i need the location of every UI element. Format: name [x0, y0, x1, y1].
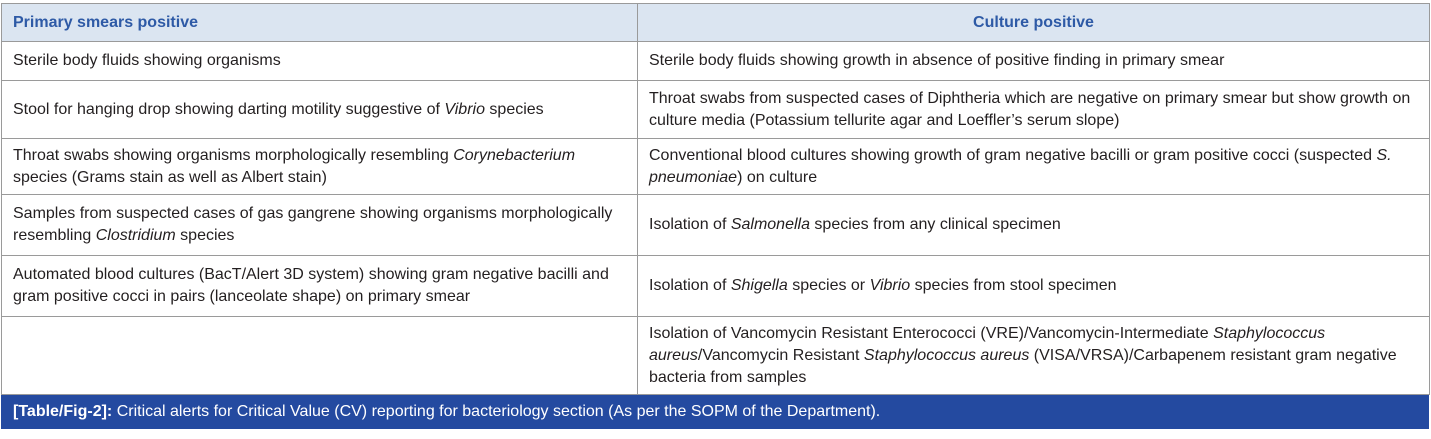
column-header-primary-smears: Primary smears positive — [2, 4, 638, 42]
culture-positive-cell — [638, 42, 1430, 81]
column-header-culture-positive: Culture positive — [638, 4, 1430, 42]
text-run: Sterile body fluids showing organisms — [13, 52, 281, 69]
table-header-row — [2, 4, 1430, 42]
table-row — [2, 139, 1430, 195]
figure-caption — [1, 395, 1429, 429]
text-run: species from stool specimen — [910, 277, 1117, 294]
text-run: species — [484, 100, 544, 118]
text-run: Conventional blood cultures showing growth of gram negative bacilli or gram positive cocci (suspected — [649, 146, 1377, 164]
primary-smear-cell-empty — [2, 317, 638, 395]
culture-positive-cell — [638, 256, 1430, 317]
text-run: Stool for hanging drop showing darting motility suggestive of — [13, 100, 445, 118]
italic-text-run: Clostridium — [95, 227, 176, 244]
italic-text-run: Staphylococcus aureus — [649, 324, 1326, 364]
text-run: Samples from suspected cases of gas gangrene showing organisms morphologically resembling — [13, 205, 613, 244]
critical-alerts-table — [1, 3, 1430, 395]
table-figure — [1, 3, 1429, 429]
text-run: Automated blood cultures (BacT/Alert 3D system) showing gram negative bacilli and gram positive cocci in pairs (lanceolate shape) on primary smear — [13, 266, 609, 305]
primary-smear-cell — [2, 139, 638, 195]
caption-label: [Table/Fig-2]: — [13, 403, 113, 420]
italic-text-run: S. pneumoniae — [649, 146, 1392, 186]
primary-smear-cell — [2, 81, 638, 139]
text-run: Isolation of — [649, 277, 731, 294]
table-row — [2, 256, 1430, 317]
primary-smear-cell — [2, 42, 638, 81]
text-run: Throat swabs from suspected cases of Diphtheria which are negative on primary smear but show growth on culture media (Potassium tellurite agar and Loeffler’s serum slope) — [649, 89, 1411, 129]
culture-positive-cell — [638, 139, 1430, 195]
primary-smear-cell — [2, 195, 638, 256]
culture-positive-cell — [638, 317, 1430, 395]
text-run: (VISA/VRSA)/Carbapenem resistant gram negative bacteria from samples — [649, 346, 1397, 386]
text-run: ) on culture — [737, 168, 818, 186]
italic-text-run: Salmonella — [730, 216, 810, 233]
italic-text-run: Vibrio — [869, 277, 911, 294]
text-run: species from any clinical specimen — [809, 216, 1061, 233]
text-run: /Vancomycin Resistant — [697, 346, 864, 364]
italic-text-run: Shigella — [730, 277, 788, 294]
table-row — [2, 81, 1430, 139]
text-run: Throat swabs showing organisms morphologically resembling — [13, 146, 454, 164]
text-run: species or — [787, 277, 870, 294]
table-row — [2, 195, 1430, 256]
text-run: Isolation of — [649, 216, 731, 233]
caption-text: Critical alerts for Critical Value (CV) reporting for bacteriology section (As per the SOPM of the Department). — [112, 403, 881, 420]
text-run: species (Grams stain as well as Albert stain) — [13, 168, 327, 186]
text-run: Isolation of Vancomycin Resistant Enterococci (VRE)/Vancomycin-Intermediate — [649, 324, 1214, 342]
italic-text-run: Vibrio — [444, 100, 485, 118]
table-row — [2, 42, 1430, 81]
culture-positive-cell — [638, 195, 1430, 256]
culture-positive-cell — [638, 81, 1430, 139]
text-run: Sterile body fluids showing growth in absence of positive finding in primary smear — [649, 52, 1225, 69]
text-run: species — [175, 227, 235, 244]
italic-text-run: Corynebacterium — [453, 146, 576, 164]
primary-smear-cell — [2, 256, 638, 317]
italic-text-run: Staphylococcus aureus — [863, 346, 1030, 364]
table-row — [2, 317, 1430, 395]
